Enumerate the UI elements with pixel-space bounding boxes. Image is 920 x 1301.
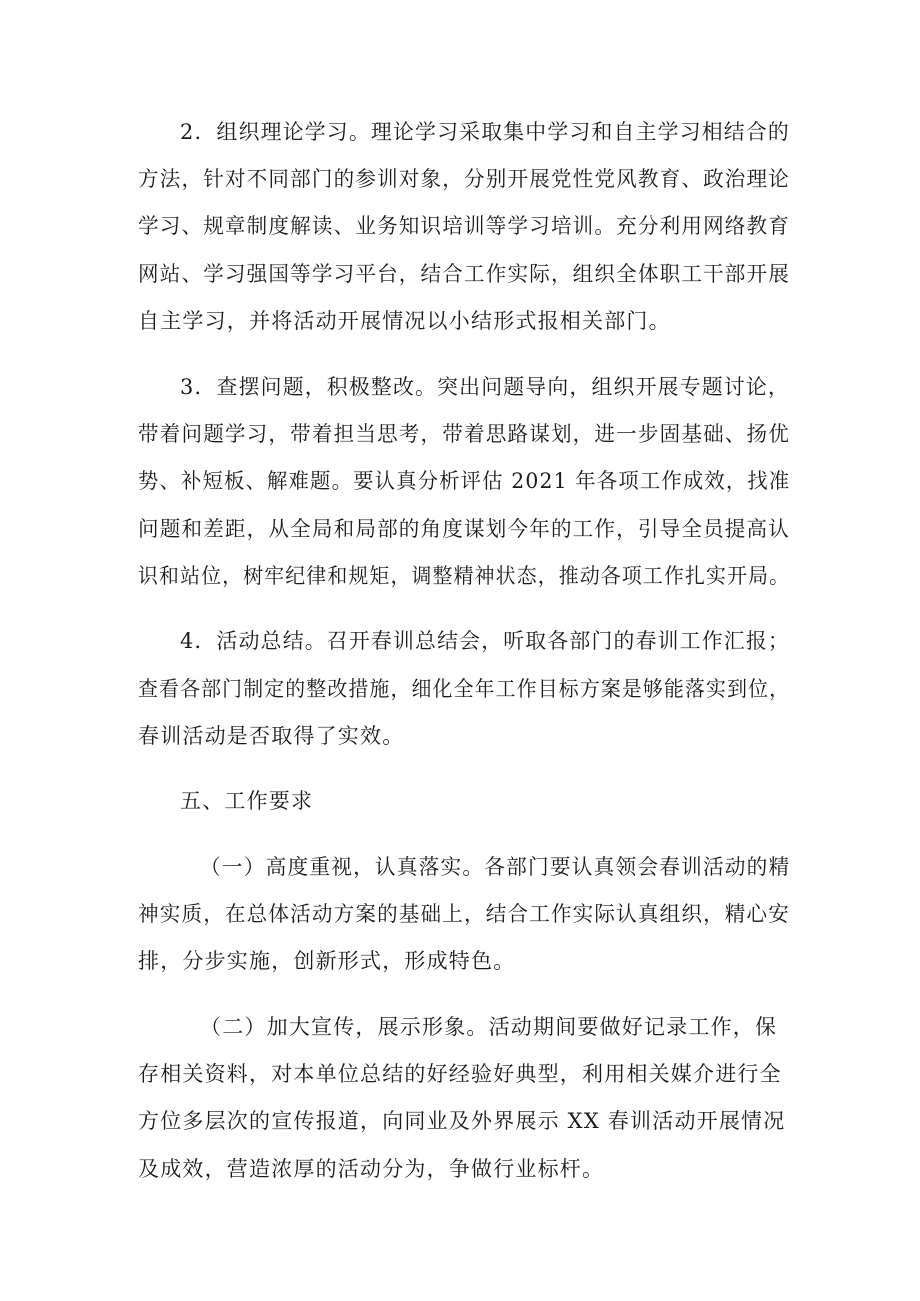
requirement-1-line-3: 排，分步实施，创新形式，形成特色。 <box>138 949 516 973</box>
requirement-1-line-1: （一）高度重视，认真落实。各部门要认真领会春训活动的精 <box>200 855 791 879</box>
paragraph-2-line-5: 自主学习，并将活动开展情况以小结形式报相关部门。 <box>138 309 671 333</box>
paragraph-2-line-4: 网站、学习强国等学习平台，结合工作实际，组织全体职工干部开展 <box>138 262 791 286</box>
paragraph-3-line-1: 3．查摆问题，积极整改。突出问题导向，组织开展专题讨论， <box>180 375 790 399</box>
requirement-2-line-1: （二）加大宣传，展示形象。活动期间要做好记录工作，保 <box>200 1015 778 1039</box>
requirement-1-line-2: 神实质，在总体活动方案的基础上，结合工作实际认真组织，精心安 <box>138 902 791 926</box>
paragraph-2-line-2: 方法，针对不同部门的参训对象，分别开展党性党风教育、政治理论 <box>138 167 791 191</box>
paragraph-4-line-3: 春训活动是否取得了实效。 <box>138 724 405 748</box>
requirement-2-line-4: 及成效，营造浓厚的活动分为，争做行业标杆。 <box>138 1157 605 1181</box>
paragraph-3-line-3: 势、补短板、解难题。要认真分析评估 2021 年各项工作成效，找准 <box>138 469 791 493</box>
requirement-2-line-2: 存相关资料，对本单位总结的好经验好典型，利用相关媒介进行全 <box>138 1062 782 1086</box>
paragraph-2-line-1: 2．组织理论学习。理论学习采取集中学习和自主学习相结合的 <box>180 120 790 144</box>
paragraph-2-line-3: 学习、规章制度解读、业务知识培训等学习培训。充分利用网络教育 <box>138 214 791 238</box>
paragraph-3-line-2: 带着问题学习，带着担当思考，带着思路谋划，进一步固基础、扬优 <box>138 422 791 446</box>
paragraph-3-line-4: 问题和差距，从全局和局部的角度谋划今年的工作，引导全员提高认 <box>138 517 791 541</box>
paragraph-3-line-5: 识和站位，树牢纪律和规矩，调整精神状态，推动各项工作扎实开局。 <box>138 564 791 588</box>
requirement-2-line-3: 方位多层次的宣传报道，向同业及外界展示 XX 春训活动开展情况 <box>138 1109 786 1133</box>
section-heading-work-requirements: 五、工作要求 <box>180 789 314 813</box>
paragraph-4-line-1: 4．活动总结。召开春训总结会，听取各部门的春训工作汇报； <box>180 629 790 653</box>
paragraph-4-line-2: 查看各部门制定的整改措施，细化全年工作目标方案是够能落实到位， <box>138 677 791 701</box>
